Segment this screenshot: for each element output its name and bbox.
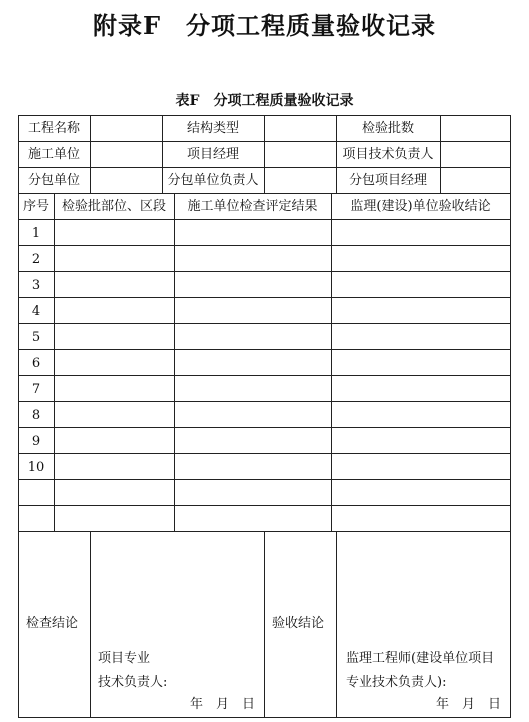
grid-line <box>18 349 511 350</box>
header-cell: 分包单位 <box>27 173 80 188</box>
header-cell: 项目技术负责人 <box>342 147 434 162</box>
header-cell: 项目经理 <box>186 147 239 162</box>
grid-line <box>264 531 265 718</box>
grid-line <box>440 115 441 193</box>
grid-line <box>18 401 511 402</box>
grid-line <box>90 115 91 193</box>
grid-line <box>18 271 511 272</box>
row-number: 1 <box>31 226 41 241</box>
header-cell: 结构类型 <box>186 121 239 136</box>
grid-line <box>18 297 511 298</box>
date-left: 年 月 日 <box>190 697 256 712</box>
grid-line <box>90 531 91 718</box>
header-cell: 分包项目经理 <box>348 173 427 188</box>
accept-conclusion-label: 验收结论 <box>272 616 325 631</box>
supervisor-label-line1: 监理工程师(建设单位项目 <box>346 651 495 666</box>
row-number: 2 <box>31 252 41 267</box>
date-right: 年 月 日 <box>436 697 502 712</box>
grid-line <box>18 219 511 220</box>
header-cell: 分包单位负责人 <box>167 173 259 188</box>
row-number: 8 <box>31 408 41 423</box>
grid-line <box>264 115 265 193</box>
signer-label-line2: 技术负责人: <box>98 675 168 690</box>
column-header: 监理(建设)单位验收结论 <box>350 199 491 214</box>
grid-line <box>18 193 511 194</box>
column-header: 检验批部位、区段 <box>61 199 166 214</box>
grid-line <box>174 193 175 531</box>
row-number: 9 <box>31 434 41 449</box>
row-number: 4 <box>31 304 41 319</box>
supervisor-label-line2: 专业技术负责人): <box>346 675 447 690</box>
row-number: 3 <box>31 278 41 293</box>
page-title: 附录F 分项工程质量验收记录 <box>92 11 437 40</box>
grid-line <box>54 193 55 531</box>
grid-line <box>18 375 511 376</box>
grid-line <box>18 453 511 454</box>
grid-line <box>18 245 511 246</box>
grid-line <box>18 427 511 428</box>
row-number: 5 <box>31 330 41 345</box>
grid-line <box>336 531 337 718</box>
check-conclusion-label: 检查结论 <box>26 616 79 631</box>
row-number: 10 <box>27 460 45 475</box>
column-header: 施工单位检查评定结果 <box>187 199 318 214</box>
grid-line <box>18 479 511 480</box>
signer-label-line1: 项目专业 <box>98 651 151 666</box>
header-cell: 施工单位 <box>27 147 80 162</box>
header-cell: 工程名称 <box>27 121 80 136</box>
record-table <box>18 115 511 718</box>
column-header: 序号 <box>22 199 49 214</box>
header-cell: 检验批数 <box>361 121 414 136</box>
row-number: 7 <box>31 382 41 397</box>
grid-line <box>18 323 511 324</box>
row-number: 6 <box>31 356 41 371</box>
grid-line <box>510 115 511 718</box>
grid-line <box>18 505 511 506</box>
table-caption: 表F 分项工程质量验收记录 <box>175 93 354 109</box>
grid-line <box>331 193 332 531</box>
